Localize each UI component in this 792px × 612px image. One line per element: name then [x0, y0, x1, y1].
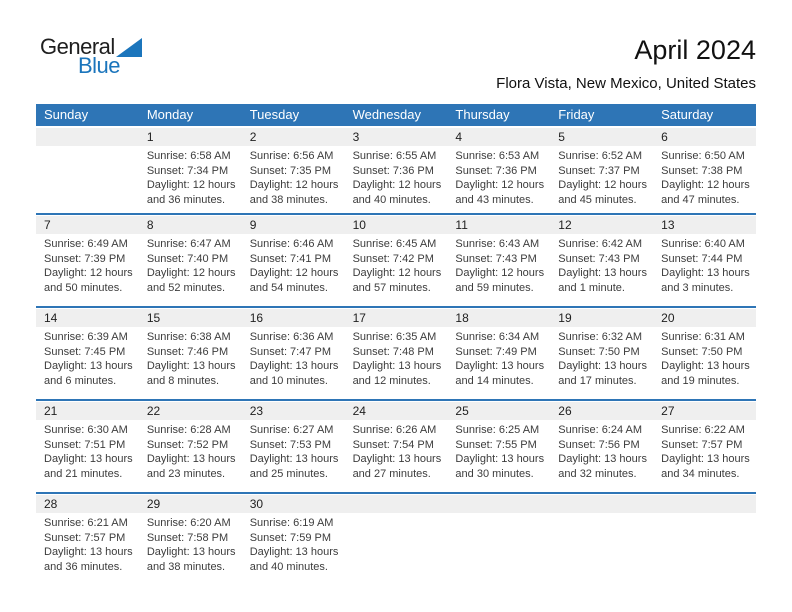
- week-row: [36, 128, 756, 213]
- day-cell: [447, 327, 550, 388]
- day-cell: [550, 146, 653, 207]
- day-number: 30: [249, 497, 264, 511]
- day-cell: [139, 513, 242, 574]
- sunrise-text: Sunrise: 6:35 AM: [352, 331, 437, 343]
- sunrise-text: Sunrise: 6:58 AM: [146, 150, 231, 162]
- day-number: 17: [352, 311, 366, 325]
- daylight-text-line1: Daylight: 13 hours: [249, 453, 339, 466]
- daylight-text-line1: Daylight: 13 hours: [44, 546, 133, 559]
- sunrise-text: Sunrise: 6:53 AM: [455, 150, 540, 162]
- day-number: 24: [352, 404, 366, 418]
- daylight-text-line2: and 59 minutes.: [455, 281, 534, 294]
- day-number: 1: [146, 130, 154, 144]
- weekday-header-saturday: Saturday: [661, 107, 714, 122]
- day-number: 27: [661, 404, 675, 418]
- day-cell: [345, 420, 448, 481]
- sunset-text: Sunset: 7:36 PM: [455, 164, 537, 177]
- day-cell: [36, 234, 139, 295]
- sunrise-text: Sunrise: 6:55 AM: [352, 150, 437, 162]
- day-number: 12: [558, 218, 572, 232]
- day-number: 25: [455, 404, 469, 418]
- daylight-text-line1: Daylight: 13 hours: [661, 453, 750, 466]
- sunset-text: Sunset: 7:38 PM: [661, 164, 743, 177]
- sunset-text: Sunset: 7:45 PM: [44, 345, 126, 358]
- sunset-text: Sunset: 7:50 PM: [558, 345, 640, 358]
- day-cell: [653, 234, 756, 295]
- week-row: [36, 306, 756, 399]
- logo-text-general: General: [40, 34, 115, 59]
- daylight-text-line1: Daylight: 13 hours: [352, 453, 442, 466]
- week-content-row: [36, 513, 756, 574]
- day-cell: [345, 513, 448, 574]
- daylight-text-line1: Daylight: 13 hours: [558, 267, 647, 280]
- daylight-text-line2: and 32 minutes.: [558, 467, 637, 480]
- sunrise-text: Sunrise: 6:50 AM: [661, 150, 745, 162]
- sunrise-text: Sunrise: 6:32 AM: [558, 331, 643, 343]
- day-number: [653, 495, 756, 513]
- day-number: 23: [249, 404, 264, 418]
- day-cell: [139, 420, 242, 481]
- day-cell: [345, 327, 448, 388]
- sunrise-text: Sunrise: 6:46 AM: [249, 238, 334, 250]
- week-row: [36, 399, 756, 492]
- sunrise-text: Sunrise: 6:28 AM: [146, 424, 231, 436]
- sunrise-text: Sunrise: 6:36 AM: [249, 331, 334, 343]
- daylight-text-line1: Daylight: 12 hours: [249, 267, 339, 280]
- sunrise-text: Sunrise: 6:40 AM: [661, 238, 745, 250]
- day-cell: [653, 420, 756, 481]
- day-cell: [36, 513, 139, 574]
- day-number: [36, 128, 139, 146]
- date-strip: [36, 128, 756, 146]
- sunrise-text: Sunrise: 6:43 AM: [455, 238, 540, 250]
- day-cell: [653, 146, 756, 207]
- day-number: 13: [661, 218, 675, 232]
- daylight-text-line1: Daylight: 12 hours: [558, 179, 647, 192]
- day-cell: [242, 234, 345, 295]
- sunset-text: Sunset: 7:43 PM: [455, 252, 537, 265]
- daylight-text-line2: and 50 minutes.: [44, 281, 123, 294]
- date-strip: [36, 495, 756, 513]
- day-number: 3: [352, 130, 360, 144]
- day-number: 28: [44, 497, 58, 511]
- daylight-text-line2: and 21 minutes.: [44, 467, 123, 480]
- day-number: 20: [661, 311, 675, 325]
- sunset-text: Sunset: 7:44 PM: [661, 252, 743, 265]
- daylight-text-line2: and 3 minutes.: [661, 281, 734, 294]
- date-strip: [36, 216, 756, 234]
- sunrise-text: Sunrise: 6:49 AM: [44, 238, 128, 250]
- daylight-text-line2: and 40 minutes.: [352, 193, 431, 206]
- daylight-text-line1: Daylight: 12 hours: [352, 267, 442, 280]
- daylight-text-line1: Daylight: 13 hours: [146, 360, 236, 373]
- day-cell: [345, 234, 448, 295]
- day-cell: [242, 146, 345, 207]
- sunrise-text: Sunrise: 6:31 AM: [661, 331, 745, 343]
- daylight-text-line2: and 23 minutes.: [146, 467, 226, 480]
- daylight-text-line2: and 54 minutes.: [249, 281, 328, 294]
- day-cell: [653, 513, 756, 574]
- daylight-text-line1: Daylight: 13 hours: [558, 453, 647, 466]
- daylight-text-line2: and 43 minutes.: [455, 193, 534, 206]
- daylight-text-line2: and 52 minutes.: [146, 281, 226, 294]
- day-cell: [242, 327, 345, 388]
- sunrise-text: Sunrise: 6:25 AM: [455, 424, 540, 436]
- daylight-text-line1: Daylight: 12 hours: [249, 179, 339, 192]
- sunset-text: Sunset: 7:35 PM: [249, 164, 332, 177]
- location-subtitle: Flora Vista, New Mexico, United States: [496, 75, 756, 92]
- sunset-text: Sunset: 7:53 PM: [249, 438, 332, 451]
- sunrise-text: Sunrise: 6:52 AM: [558, 150, 643, 162]
- week-content-row: [36, 420, 756, 481]
- week-row: [36, 492, 756, 580]
- week-row: [36, 213, 756, 306]
- day-number: 5: [558, 130, 565, 144]
- sunset-text: Sunset: 7:57 PM: [44, 531, 126, 544]
- daylight-text-line1: Daylight: 12 hours: [146, 179, 236, 192]
- daylight-text-line2: and 38 minutes.: [146, 560, 226, 573]
- week-content-row: [36, 234, 756, 295]
- sunrise-text: Sunrise: 6:26 AM: [352, 424, 437, 436]
- sunrise-text: Sunrise: 6:22 AM: [661, 424, 745, 436]
- weekday-header-friday: Friday: [558, 107, 595, 122]
- sunset-text: Sunset: 7:55 PM: [455, 438, 537, 451]
- day-cell: [447, 513, 550, 574]
- sunrise-text: Sunrise: 6:38 AM: [146, 331, 231, 343]
- weekday-header-monday: Monday: [146, 107, 194, 122]
- sunset-text: Sunset: 7:42 PM: [352, 252, 434, 265]
- sunrise-text: Sunrise: 6:42 AM: [558, 238, 643, 250]
- day-number: 10: [352, 218, 366, 232]
- sunset-text: Sunset: 7:41 PM: [249, 252, 332, 265]
- daylight-text-line1: Daylight: 12 hours: [455, 267, 545, 280]
- sunset-text: Sunset: 7:39 PM: [44, 252, 126, 265]
- day-number: 21: [44, 404, 58, 418]
- day-cell: [242, 420, 345, 481]
- daylight-text-line1: Daylight: 12 hours: [44, 267, 133, 280]
- day-number: 8: [146, 218, 154, 232]
- sunrise-text: Sunrise: 6:39 AM: [44, 331, 128, 343]
- daylight-text-line1: Daylight: 13 hours: [455, 453, 545, 466]
- sunset-text: Sunset: 7:50 PM: [661, 345, 743, 358]
- daylight-text-line2: and 27 minutes.: [352, 467, 431, 480]
- weekday-header-row: [36, 104, 756, 126]
- day-number: 16: [249, 311, 264, 325]
- sunrise-text: Sunrise: 6:24 AM: [558, 424, 643, 436]
- sunrise-text: Sunrise: 6:45 AM: [352, 238, 437, 250]
- day-number: 2: [249, 130, 257, 144]
- logo-text-blue: Blue: [78, 53, 121, 78]
- daylight-text-line2: and 1 minute.: [558, 281, 625, 294]
- day-number: 6: [661, 130, 668, 144]
- weekday-header-thursday: Thursday: [455, 107, 510, 122]
- daylight-text-line1: Daylight: 13 hours: [146, 453, 236, 466]
- day-number: 18: [455, 311, 469, 325]
- week-content-row: [36, 327, 756, 388]
- daylight-text-line1: Daylight: 13 hours: [558, 360, 647, 373]
- daylight-text-line2: and 36 minutes.: [146, 193, 226, 206]
- day-number: 7: [44, 218, 51, 232]
- day-cell: [550, 327, 653, 388]
- sunset-text: Sunset: 7:51 PM: [44, 438, 126, 451]
- day-cell: [139, 146, 242, 207]
- sunset-text: Sunset: 7:58 PM: [146, 531, 229, 544]
- general-blue-logo: [40, 36, 142, 76]
- day-number: 19: [558, 311, 572, 325]
- weekday-header-wednesday: Wednesday: [352, 107, 421, 122]
- page-title: April 2024: [634, 35, 756, 65]
- sunset-text: Sunset: 7:47 PM: [249, 345, 332, 358]
- daylight-text-line2: and 19 minutes.: [661, 374, 740, 387]
- day-cell: [139, 234, 242, 295]
- sunrise-text: Sunrise: 6:56 AM: [249, 150, 334, 162]
- daylight-text-line1: Daylight: 12 hours: [352, 179, 442, 192]
- week-content-row: [36, 146, 756, 207]
- day-number: 14: [44, 311, 58, 325]
- daylight-text-line1: Daylight: 13 hours: [249, 546, 339, 559]
- daylight-text-line2: and 30 minutes.: [455, 467, 534, 480]
- day-cell: [447, 146, 550, 207]
- day-cell: [242, 513, 345, 574]
- daylight-text-line1: Daylight: 13 hours: [146, 546, 236, 559]
- daylight-text-line1: Daylight: 13 hours: [352, 360, 442, 373]
- calendar-table: [36, 104, 756, 580]
- day-number: 11: [455, 218, 468, 232]
- sunset-text: Sunset: 7:48 PM: [352, 345, 434, 358]
- daylight-text-line1: Daylight: 13 hours: [661, 267, 750, 280]
- day-number: 22: [146, 404, 161, 418]
- sunset-text: Sunset: 7:54 PM: [352, 438, 434, 451]
- daylight-text-line2: and 17 minutes.: [558, 374, 637, 387]
- day-number: 4: [455, 130, 463, 144]
- daylight-text-line1: Daylight: 13 hours: [661, 360, 750, 373]
- day-cell: [653, 327, 756, 388]
- daylight-text-line2: and 14 minutes.: [455, 374, 534, 387]
- day-cell: [345, 146, 448, 207]
- sunset-text: Sunset: 7:57 PM: [661, 438, 743, 451]
- sunset-text: Sunset: 7:49 PM: [455, 345, 537, 358]
- sunset-text: Sunset: 7:46 PM: [146, 345, 229, 358]
- day-number: [550, 495, 653, 513]
- day-cell: [447, 234, 550, 295]
- daylight-text-line1: Daylight: 13 hours: [44, 360, 133, 373]
- day-number: 26: [558, 404, 572, 418]
- daylight-text-line1: Daylight: 13 hours: [455, 360, 545, 373]
- weekday-header-tuesday: Tuesday: [249, 107, 300, 122]
- sunset-text: Sunset: 7:56 PM: [558, 438, 640, 451]
- daylight-text-line1: Daylight: 13 hours: [249, 360, 339, 373]
- sunrise-text: Sunrise: 6:27 AM: [249, 424, 334, 436]
- daylight-text-line2: and 40 minutes.: [249, 560, 328, 573]
- day-cell: [36, 146, 139, 207]
- sunset-text: Sunset: 7:59 PM: [249, 531, 332, 544]
- sunrise-text: Sunrise: 6:19 AM: [249, 517, 334, 529]
- sunset-text: Sunset: 7:37 PM: [558, 164, 640, 177]
- sunset-text: Sunset: 7:34 PM: [146, 164, 229, 177]
- daylight-text-line2: and 47 minutes.: [661, 193, 740, 206]
- daylight-text-line2: and 10 minutes.: [249, 374, 328, 387]
- daylight-text-line1: Daylight: 12 hours: [661, 179, 750, 192]
- daylight-text-line2: and 34 minutes.: [661, 467, 740, 480]
- day-cell: [550, 513, 653, 574]
- sunset-text: Sunset: 7:43 PM: [558, 252, 640, 265]
- sunrise-text: Sunrise: 6:20 AM: [146, 517, 231, 529]
- sunrise-text: Sunrise: 6:34 AM: [455, 331, 540, 343]
- daylight-text-line2: and 36 minutes.: [44, 560, 123, 573]
- day-number: 15: [146, 311, 161, 325]
- day-cell: [550, 420, 653, 481]
- calendar-weeks: [36, 128, 756, 580]
- daylight-text-line2: and 57 minutes.: [352, 281, 431, 294]
- daylight-text-line2: and 12 minutes.: [352, 374, 431, 387]
- day-cell: [447, 420, 550, 481]
- sunset-text: Sunset: 7:36 PM: [352, 164, 434, 177]
- daylight-text-line2: and 8 minutes.: [146, 374, 219, 387]
- date-strip: [36, 402, 756, 420]
- date-strip: [36, 309, 756, 327]
- daylight-text-line2: and 25 minutes.: [249, 467, 328, 480]
- daylight-text-line1: Daylight: 12 hours: [455, 179, 545, 192]
- sunrise-text: Sunrise: 6:30 AM: [44, 424, 128, 436]
- day-number: 29: [146, 497, 161, 511]
- daylight-text-line2: and 6 minutes.: [44, 374, 117, 387]
- sunset-text: Sunset: 7:40 PM: [146, 252, 229, 265]
- day-cell: [36, 420, 139, 481]
- sunrise-text: Sunrise: 6:21 AM: [44, 517, 128, 529]
- day-number: [345, 495, 448, 513]
- sunrise-text: Sunrise: 6:47 AM: [146, 238, 231, 250]
- weekday-header-sunday: Sunday: [44, 107, 89, 122]
- day-number: 9: [249, 218, 257, 232]
- daylight-text-line2: and 38 minutes.: [249, 193, 328, 206]
- day-number: [447, 495, 550, 513]
- day-cell: [139, 327, 242, 388]
- sunset-text: Sunset: 7:52 PM: [146, 438, 229, 451]
- title-block: [496, 34, 756, 94]
- daylight-text-line1: Daylight: 12 hours: [146, 267, 236, 280]
- daylight-text-line1: Daylight: 13 hours: [44, 453, 133, 466]
- day-cell: [550, 234, 653, 295]
- daylight-text-line2: and 45 minutes.: [558, 193, 637, 206]
- day-cell: [36, 327, 139, 388]
